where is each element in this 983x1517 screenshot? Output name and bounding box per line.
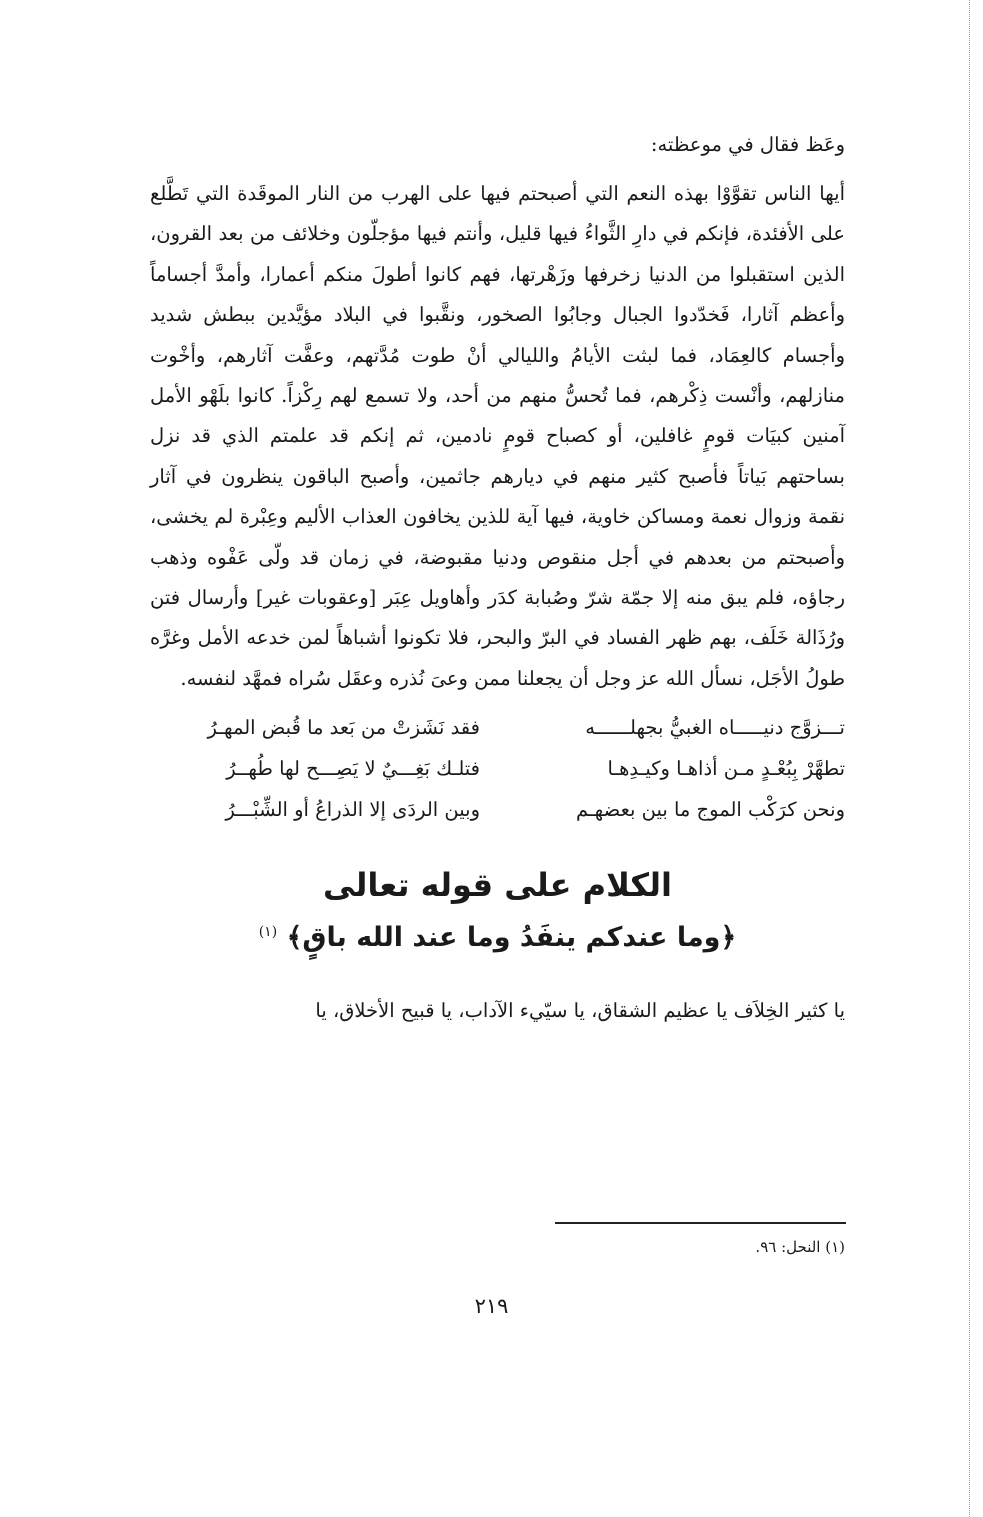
poem-verse xyxy=(150,707,845,748)
page-number: ٢١٩ xyxy=(474,1294,509,1318)
heading-verse xyxy=(150,910,845,960)
poem-verse xyxy=(150,789,845,830)
text-line: عَفْوه وذهب رجاؤه، فلم يبق منه إلا جمّة شرّ وصُبابة كدَر وأهاويل عِبَر xyxy=(150,545,845,610)
poem-hemistich-second: وبين الردَى إلا الذراعُ أو الشِّبْـــرُ xyxy=(225,798,480,822)
quran-verse: ﴿وما عندكم ينفَدُ وما عند الله باقٍ﴾ xyxy=(286,922,737,954)
section-heading xyxy=(150,860,845,960)
text-line: ونقَّبوا في البلاد مؤيَّدين ببطش شديد وأجسام كالعِمَاد، فما لبثت الأيامُ والليالي xyxy=(150,303,845,367)
page-content xyxy=(150,130,845,1046)
text-line: يجعلنا ممن وعىَ نُذره وعقَل سُراه فمهَّد لنفسه. xyxy=(180,666,563,690)
continuation-line: يا كثير الخِلاَف يا عظيم الشقاق، يا سيّيء الآداب، يا قبيح الأخلاق، يا xyxy=(315,999,845,1023)
poem xyxy=(150,707,845,830)
poem-hemistich-second: فتلـك بَغِـــيٌ لا يَصِـــح لها طُهــرُ xyxy=(226,757,480,781)
text-line: من بعد القرون، الذين استقبلوا من الدنيا زخرفها وزَهْرتها، فهم كانوا أطولَ xyxy=(150,222,846,286)
text-line: فأصبح كثير منهم في ديارهم جاثمين، وأصبح الباقون ينظرون في آثار نقمة xyxy=(150,464,846,529)
poem-hemistich-first: تطهَّرْ بِبُعْـدٍ مـن أذاهـا وكيـدِهـا xyxy=(607,757,845,781)
text-line: منكم أعمارا، وأمدَّ أجساماً وأعظم آثارا، فَخدّدوا الجبال وجابُوا الصخور، xyxy=(150,262,845,327)
text-line: غافلين، أو كصباح قومٍ نادمين، ثم إنكم قد علمتم الذي قد نزل بساحتهم بَياتاً xyxy=(150,424,845,488)
poem-verse xyxy=(150,748,845,789)
text-line: منهم من أحد، ولا تسمع لهم رِكْزاً. كانوا بلَهْو الأمل آمنين كبيَات قومٍ xyxy=(150,384,845,448)
text-line: [وعقوبات غير] وأرسال فتن ورُذَالة خَلَف، بهم ظهر الفساد في البرّ والبحر، xyxy=(150,586,845,650)
text-line: أيها الناس تقوَّوْا بهذه النعم التي أصبحتم فيها على الهرب من النار الموقَدة التي xyxy=(196,182,845,205)
poem-hemistich-first: تـــزوَّج دنيـــــاه الغبيُّ بجهلــــــه xyxy=(585,716,845,740)
intro-line: وعَظ فقال في موعظته: xyxy=(650,133,845,156)
footnote-divider xyxy=(555,1222,846,1224)
footnote: (١) النحل: ٩٦. xyxy=(755,1238,845,1256)
text-line: فلا تكونوا أشباهاً لمن خدعه الأمل وغرَّه طولُ الأجَل، نسأل الله عز وجل أن xyxy=(150,626,845,690)
text-line: يخشى، وأصبحتم من بعدهم في أجل منقوص ودنيا مقبوضة، في زمان قد ولّى xyxy=(150,505,845,569)
text-line: أنْ طوت مُدَّتهم، وعفَّت آثارهم، وأخْوت منازلهم، وأنْست ذِكْرهم، فما تُحسُّ xyxy=(150,343,845,408)
text-line: تَطَّلع على الأفئدة، فإنكم في دارِ الثَّواءُ فيها قليل، وأنتم فيها مؤجلّون وخلائف xyxy=(150,182,845,246)
page-edge-line xyxy=(969,0,970,1517)
poem-hemistich-second: فقد نَشَزتْ من بَعد ما قُبض المهـرُ xyxy=(207,716,480,740)
heading-title: الكلام على قوله تعالى xyxy=(323,866,672,905)
text-line: وزوال نعمة ومساكن خاوية، فيها آية للذين يخافون العذاب الأليم وعِبْرة لم xyxy=(214,505,802,529)
footnote-marker: (١) xyxy=(258,924,278,941)
body-paragraph xyxy=(150,174,845,699)
poem-hemistich-first: ونحن كرَكْب الموج ما بين بعضهـم xyxy=(575,798,845,822)
